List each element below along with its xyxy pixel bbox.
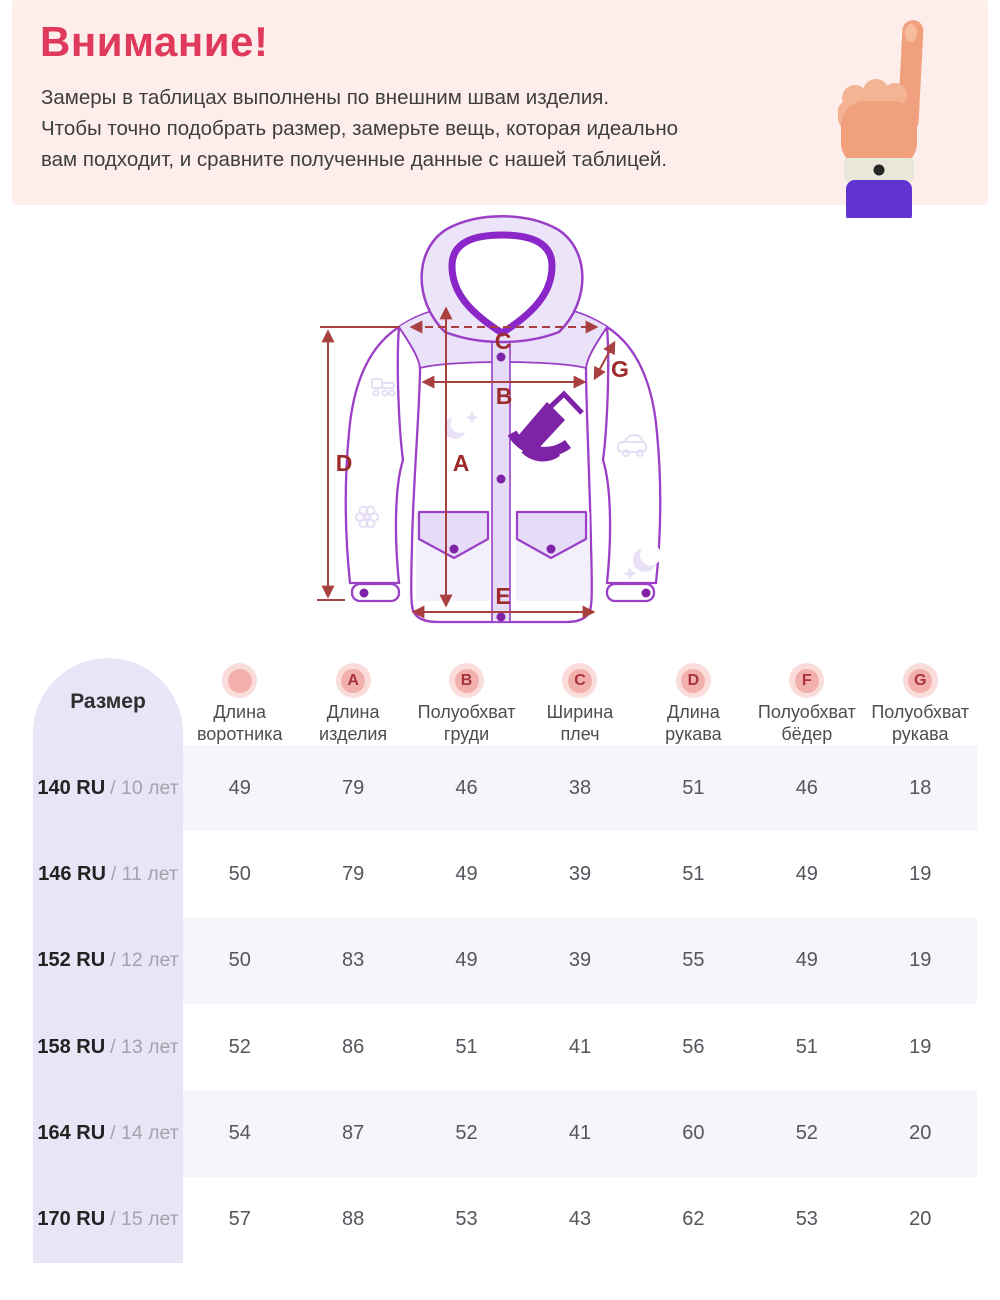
cell-value: 86: [342, 1035, 365, 1058]
cell-value: 49: [455, 862, 478, 885]
measure-dot-letter: A: [341, 669, 365, 693]
button-left-cuff: [360, 589, 369, 598]
corner-header: Размер: [70, 690, 146, 713]
measure-dot-icon: [562, 663, 597, 698]
size-label: [33, 1177, 183, 1263]
cell-value: 50: [228, 949, 251, 972]
size-value: 170 RU: [37, 1208, 106, 1231]
cell-value: 87: [342, 1121, 365, 1144]
size-label: [33, 1090, 183, 1176]
row-values: [183, 745, 977, 831]
cell-value: 79: [342, 776, 365, 799]
row-values: [183, 831, 977, 917]
column-label: Полуобхват бёдер: [757, 702, 856, 744]
mark-d: D: [335, 450, 353, 476]
button-right-cuff: [642, 589, 651, 598]
button-bottom: [497, 613, 506, 622]
cell-value: 49: [795, 862, 818, 885]
moon-mask-2: [640, 545, 661, 566]
finger-tip-highlight: [905, 24, 917, 42]
fist: [841, 101, 917, 167]
size-label: [33, 1004, 183, 1090]
column-label: Полуобхват рукава: [871, 702, 970, 744]
mark-c: C: [494, 328, 512, 354]
cell-value: 38: [568, 776, 592, 799]
measure-dot-icon: [789, 663, 824, 698]
row-values: [183, 1177, 977, 1263]
mark-g: G: [611, 356, 629, 382]
measure-dot-letter: D: [681, 669, 705, 693]
column-header-sleeve-girth: [864, 658, 977, 745]
column-label: Ширина плеч: [546, 702, 614, 744]
measure-dot-letter: G: [908, 669, 932, 693]
measure-dot-icon: [336, 663, 371, 698]
cell-value: 49: [455, 949, 478, 972]
cell-value: 41: [568, 1121, 592, 1144]
cell-value: 39: [568, 862, 592, 885]
cell-value: 52: [455, 1121, 478, 1144]
cell-value: 19: [909, 949, 932, 972]
size-value: 140 RU: [37, 776, 106, 799]
size-label: [33, 831, 183, 917]
cell-value: 51: [455, 1035, 478, 1058]
cell-value: 51: [682, 776, 705, 799]
cell-value: 60: [682, 1121, 705, 1144]
cell-value: 62: [682, 1208, 705, 1231]
column-header-shoulders: [523, 658, 636, 745]
measure-dot-letter: B: [455, 669, 479, 693]
size-table: [33, 658, 977, 1263]
cell-value: 53: [795, 1208, 818, 1231]
hand-group: [838, 20, 924, 218]
measure-dot-icon: [449, 663, 484, 698]
measure-dot-icon: [676, 663, 711, 698]
cell-value: 52: [795, 1121, 818, 1144]
cell-value: 54: [228, 1121, 251, 1144]
column-header-length: [296, 658, 409, 745]
cell-value: 39: [568, 949, 592, 972]
banner-title: Внимание!: [40, 18, 269, 65]
cell-value: 52: [228, 1035, 251, 1058]
size-label: [33, 745, 183, 831]
size-value: 146 RU: [38, 862, 106, 885]
table-row: [33, 1177, 977, 1263]
cell-value: 18: [909, 776, 932, 799]
cell-value: 20: [909, 1121, 932, 1144]
left-sleeve: [346, 327, 403, 583]
age-value: / 13 лет: [110, 1035, 179, 1058]
column-header-chest: [410, 658, 523, 745]
column-label: Полуобхват груди: [417, 702, 516, 744]
table-row: [33, 918, 977, 1004]
pointing-hand-illustration: [838, 6, 938, 218]
button-middle: [497, 475, 506, 484]
banner-line-3: вам подходит, и сравните полученные данные с нашей таблицей.: [41, 148, 668, 171]
measure-dot-letter: F: [795, 669, 819, 693]
cell-value: 51: [682, 862, 705, 885]
column-label: Длина рукава: [665, 702, 722, 744]
mark-a: A: [452, 450, 470, 476]
cell-value: 79: [342, 862, 365, 885]
table-row: [33, 1004, 977, 1090]
size-value: 158 RU: [37, 1035, 106, 1058]
row-values: [183, 918, 977, 1004]
table-row: [33, 745, 977, 831]
age-value: / 10 лет: [110, 776, 179, 799]
measure-dot-icon: [903, 663, 938, 698]
left-cuff-tab: [352, 584, 399, 601]
jacket-measurement-diagram: [0, 205, 1000, 655]
cell-value: 46: [455, 776, 478, 799]
cell-value: 55: [682, 949, 705, 972]
mark-b: B: [495, 383, 513, 409]
row-values: [183, 1004, 977, 1090]
banner-line-1: Замеры в таблицах выполнены по внешним швам изделия.: [41, 86, 610, 109]
column-label: Длина воротника: [196, 702, 283, 744]
banner-line-2: Чтобы точно подобрать размер, замерьте вещь, которая идеально: [41, 117, 679, 140]
cell-value: 43: [568, 1208, 592, 1231]
banner-paragraph: [41, 82, 678, 175]
cell-value: 46: [795, 776, 818, 799]
size-value: 164 RU: [37, 1121, 106, 1144]
cell-value: 53: [455, 1208, 478, 1231]
cell-value: 50: [228, 862, 251, 885]
cell-value: 41: [568, 1035, 592, 1058]
button-left-pocket: [450, 545, 459, 554]
table-header-row: [33, 658, 977, 745]
age-value: / 11 лет: [110, 862, 178, 885]
cell-value: 19: [909, 1035, 932, 1058]
mark-e: E: [495, 583, 511, 609]
age-value: / 15 лет: [110, 1208, 179, 1231]
age-value: / 12 лет: [110, 949, 179, 972]
button-right-pocket: [547, 545, 556, 554]
measure-dot-letter: C: [568, 669, 592, 693]
moon-mask-1: [451, 414, 470, 433]
table-row: [33, 831, 977, 917]
cell-value: 49: [795, 949, 818, 972]
cell-value: 57: [228, 1208, 251, 1231]
measure-dot-icon: [222, 663, 257, 698]
cell-value: 49: [228, 776, 251, 799]
size-value: 152 RU: [37, 949, 106, 972]
cell-value: 88: [342, 1208, 365, 1231]
column-header-hips: [750, 658, 863, 745]
cell-value: 19: [909, 862, 932, 885]
table-row: [33, 1090, 977, 1176]
cell-value: 56: [682, 1035, 705, 1058]
cuff-button: [874, 165, 885, 176]
age-value: / 14 лет: [110, 1121, 179, 1144]
cell-value: 51: [795, 1035, 818, 1058]
column-label: Длина изделия: [319, 702, 388, 744]
measure-dot-letter: [228, 669, 252, 693]
column-header-sleeve: [637, 658, 750, 745]
column-header-collar: [183, 658, 296, 745]
row-values: [183, 1090, 977, 1176]
cell-value: 83: [342, 949, 365, 972]
cell-value: 20: [909, 1208, 932, 1231]
size-label: [33, 918, 183, 1004]
